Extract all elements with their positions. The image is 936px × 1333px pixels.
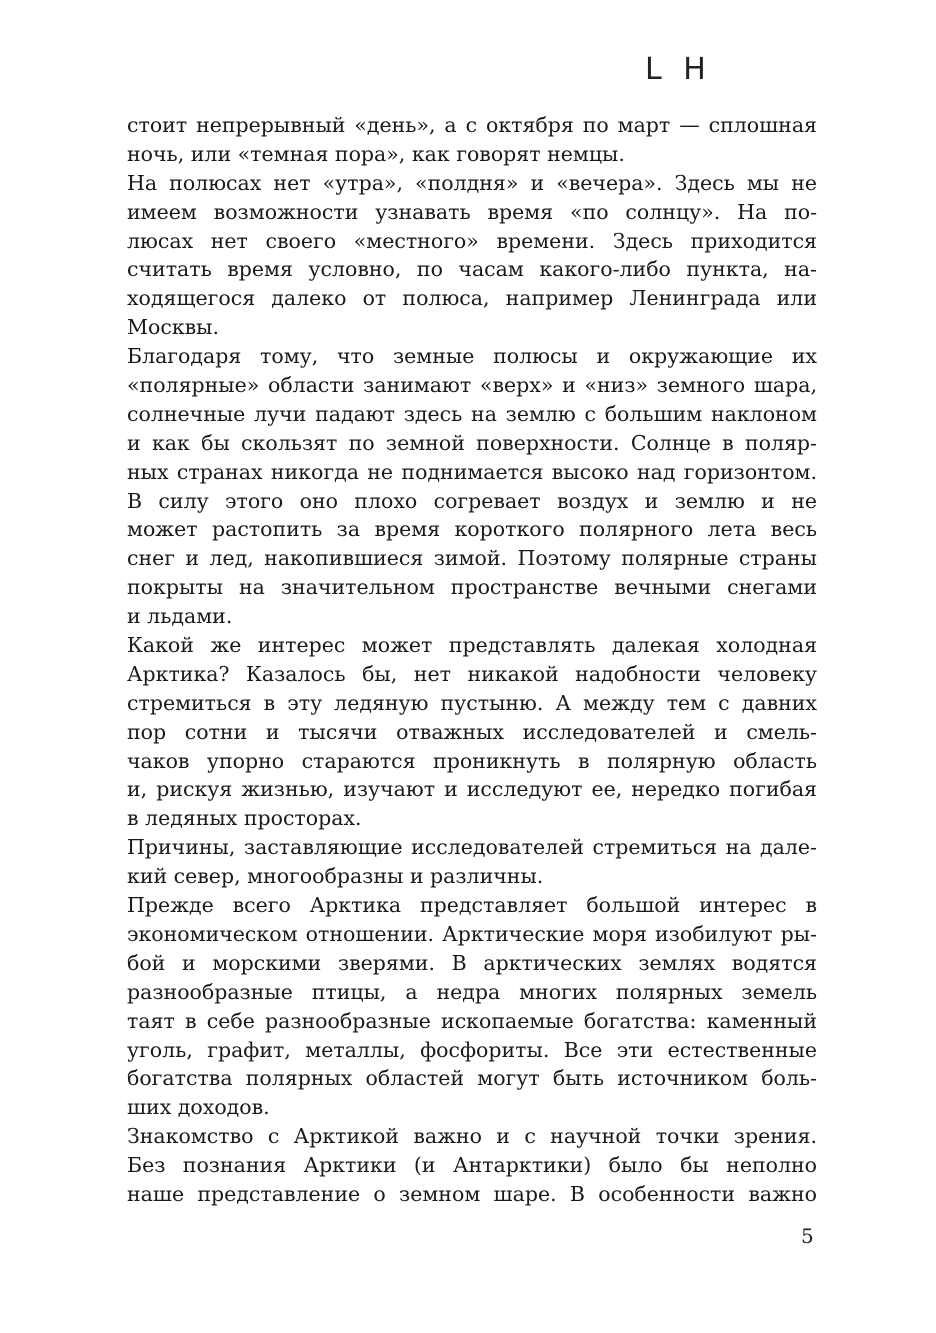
text-line: Прежде всего Арктика представляет большой интерес в — [127, 893, 817, 918]
text-line: «полярные» области занимают «верх» и «низ» земного шара, — [127, 373, 817, 398]
text-line: разнообразные птицы, а недра многих полярных земель — [127, 979, 817, 1004]
text-line: чаков упорно стараются проникнуть в полярную область — [127, 748, 817, 773]
text-line: снег и лед, накопившиеся зимой. Поэтому полярные страны — [127, 546, 817, 571]
text-line: покрыты на значительном пространстве вечными снегами — [127, 575, 817, 600]
paragraph — [127, 111, 817, 169]
paragraph — [127, 631, 817, 833]
text-line: ходящегося далеко от полюса, например Ленинграда или — [127, 286, 817, 311]
text-line: и льдами. — [127, 604, 233, 629]
text-line: люсах нет своего «местного» времени. Здесь приходится — [127, 228, 817, 253]
text-line: Знакомство с Арктикой важно и с научной точки зрения. — [127, 1124, 817, 1149]
text-line: уголь, графит, металлы, фосфориты. Все эти естественные — [127, 1037, 817, 1062]
text-line: ночь, или «темная пора», как говорят немцы. — [127, 141, 625, 166]
paragraph — [127, 891, 817, 1122]
text-line: экономическом отношении. Арктические моря изобилуют ры- — [127, 921, 817, 946]
text-line: Без познания Арктики (и Антарктики) было бы неполно — [127, 1153, 817, 1178]
text-line: Какой же интерес может представлять далекая холодная — [127, 633, 817, 658]
body-text — [127, 111, 817, 1209]
text-line: считать время условно, по часам какого-либо пункта, на- — [127, 257, 817, 282]
text-line: в ледяных просторах. — [127, 806, 362, 831]
text-line: ших доходов. — [127, 1095, 270, 1120]
text-line: может растопить за время короткого полярного лета весь — [127, 517, 817, 542]
text-line: ных странах никогда не поднимается высоко над горизонтом. — [127, 459, 817, 484]
text-line: Арктика? Казалось бы, нет никакой надобности человеку — [127, 661, 817, 686]
text-line: Благодаря тому, что земные полюсы и окружающие их — [127, 344, 817, 369]
text-line: стремиться в эту ледяную пустыню. А между тем с давних — [127, 690, 817, 715]
text-line: пор сотни и тысячи отважных исследователей и смель- — [127, 719, 817, 744]
paragraph — [127, 833, 817, 891]
text-line: На полюсах нет «утра», «полдня» и «вечера». Здесь мы не — [127, 170, 817, 195]
text-line: и как бы скользят по земной поверхности. Солнце в поляр- — [127, 430, 817, 455]
text-line: имеем возможности узнавать время «по солнцу». На по- — [127, 199, 817, 224]
handwritten-margin-mark: L H — [645, 52, 712, 87]
text-line: солнечные лучи падают здесь на землю с большим наклоном — [127, 401, 817, 426]
text-line: таят в себе разнообразные ископаемые богатства: каменный — [127, 1008, 817, 1033]
text-line: богатства полярных областей могут быть источником боль- — [127, 1066, 817, 1091]
text-line: кий север, многообразны и различны. — [127, 864, 544, 889]
text-line: и, рискуя жизнью, изучают и исследуют ее, нередко погибая — [127, 777, 817, 802]
paragraph — [127, 342, 817, 631]
text-line: В силу этого оно плохо согревает воздух и землю и не — [127, 488, 817, 513]
text-line: бой и морскими зверями. В арктических землях водятся — [127, 950, 817, 975]
paragraph — [127, 1122, 817, 1209]
text-line: наше представление о земном шаре. В особенности важно — [127, 1181, 817, 1206]
text-line: Причины, заставляющие исследователей стремиться на дале- — [127, 835, 817, 860]
paragraph — [127, 169, 817, 342]
text-line: Москвы. — [127, 315, 219, 340]
text-line: стоит непрерывный «день», а с октября по март — сплошная — [127, 113, 817, 137]
page-number: 5 — [801, 1224, 814, 1248]
